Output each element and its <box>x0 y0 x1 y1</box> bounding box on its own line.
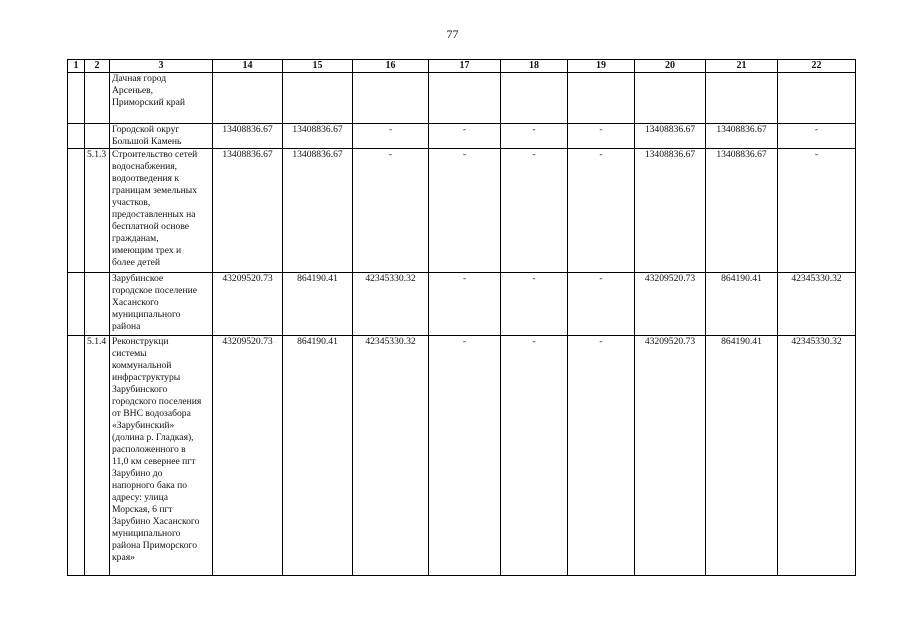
header-cell: 17 <box>429 60 501 73</box>
header-cell: 22 <box>778 60 856 73</box>
table-cell: 13408836.67 <box>283 149 353 273</box>
table-cell: 43209520.73 <box>635 273 706 336</box>
table-cell: 5.1.3 <box>85 149 110 273</box>
table-cell: - <box>501 273 568 336</box>
header-cell: 19 <box>568 60 635 73</box>
table-cell: 42345330.32 <box>353 336 429 576</box>
row-name: Реконструкци системы коммунальной инфраструктуры Зарубинского городского поселения от ВНС водозабора «Зарубинский» (долина р. Гладкая), расположенного в 11,0 км севернее пгт Зарубино до напорного бака по адресу: улица Морская, 6 пгт Зарубино Хасанского муниципального района Приморского края» <box>112 336 202 563</box>
table-cell: 42345330.32 <box>778 273 856 336</box>
table-row <box>68 336 856 576</box>
table-cell: 864190.41 <box>283 336 353 576</box>
table-cell: - <box>778 124 856 149</box>
header-cell: 2 <box>85 60 110 73</box>
table-cell: 13408836.67 <box>706 149 778 273</box>
table-cell <box>568 73 635 124</box>
table-cell: - <box>501 124 568 149</box>
table-cell <box>706 73 778 124</box>
table-cell <box>85 73 110 124</box>
table-cell: - <box>429 336 501 576</box>
table-cell: - <box>429 124 501 149</box>
table-cell: 13408836.67 <box>635 149 706 273</box>
table-cell <box>85 273 110 336</box>
header-cell: 21 <box>706 60 778 73</box>
table-cell <box>501 73 568 124</box>
table-cell: 13408836.67 <box>706 124 778 149</box>
table-cell: 13408836.67 <box>283 124 353 149</box>
table-cell <box>110 336 213 576</box>
header-cell: 3 <box>110 60 213 73</box>
header-cell: 20 <box>635 60 706 73</box>
table-row <box>68 73 856 124</box>
table-cell <box>68 124 85 149</box>
table-cell <box>68 273 85 336</box>
table-cell: - <box>429 149 501 273</box>
table-cell: - <box>501 149 568 273</box>
table-cell: 43209520.73 <box>213 273 283 336</box>
table-cell <box>110 273 213 336</box>
table-cell <box>353 73 429 124</box>
table-cell <box>635 73 706 124</box>
budget-table <box>67 59 856 576</box>
table-cell <box>68 149 85 273</box>
table-cell <box>213 73 283 124</box>
table-cell: 864190.41 <box>706 273 778 336</box>
table-cell: 43209520.73 <box>213 336 283 576</box>
table-cell: - <box>429 273 501 336</box>
table-row <box>68 273 856 336</box>
header-cell: 18 <box>501 60 568 73</box>
table-cell: 42345330.32 <box>778 336 856 576</box>
table-cell: 43209520.73 <box>635 336 706 576</box>
table-cell <box>110 124 213 149</box>
table-cell <box>778 73 856 124</box>
table-cell <box>110 73 213 124</box>
table-cell: 864190.41 <box>706 336 778 576</box>
table-cell: - <box>568 336 635 576</box>
table-cell: 13408836.67 <box>635 124 706 149</box>
row-name: Дачная город Арсеньев, Приморский край <box>112 73 185 108</box>
header-row <box>68 60 856 73</box>
table-cell <box>283 73 353 124</box>
table-cell: - <box>501 336 568 576</box>
table-cell: - <box>568 124 635 149</box>
table-cell <box>68 73 85 124</box>
header-cell: 16 <box>353 60 429 73</box>
header-cell: 1 <box>68 60 85 73</box>
table-cell: 5.1.4 <box>85 336 110 576</box>
row-name: Строительство сетей водоснабжения, водоотведения к границам земельных участков, предоставленных на бесплатной основе гражданам, имеющим трех и более детей <box>112 149 198 268</box>
table-cell <box>85 124 110 149</box>
table-cell: - <box>568 273 635 336</box>
table-cell <box>68 336 85 576</box>
table-row <box>68 124 856 149</box>
page-number: 77 <box>446 27 459 41</box>
table-cell: 13408836.67 <box>213 124 283 149</box>
row-name: Городской округ Большой Камень <box>112 124 182 147</box>
table-cell: - <box>353 124 429 149</box>
header-cell: 15 <box>283 60 353 73</box>
table-cell: 42345330.32 <box>353 273 429 336</box>
table-cell: 864190.41 <box>283 273 353 336</box>
row-name: Зарубинское городское поселение Хасанского муниципального района <box>112 273 198 332</box>
table-cell: - <box>778 149 856 273</box>
table-row <box>68 149 856 273</box>
table-cell: - <box>353 149 429 273</box>
table-cell: 13408836.67 <box>213 149 283 273</box>
table-cell <box>429 73 501 124</box>
header-cell: 14 <box>213 60 283 73</box>
table-cell: - <box>568 149 635 273</box>
table-cell <box>110 149 213 273</box>
